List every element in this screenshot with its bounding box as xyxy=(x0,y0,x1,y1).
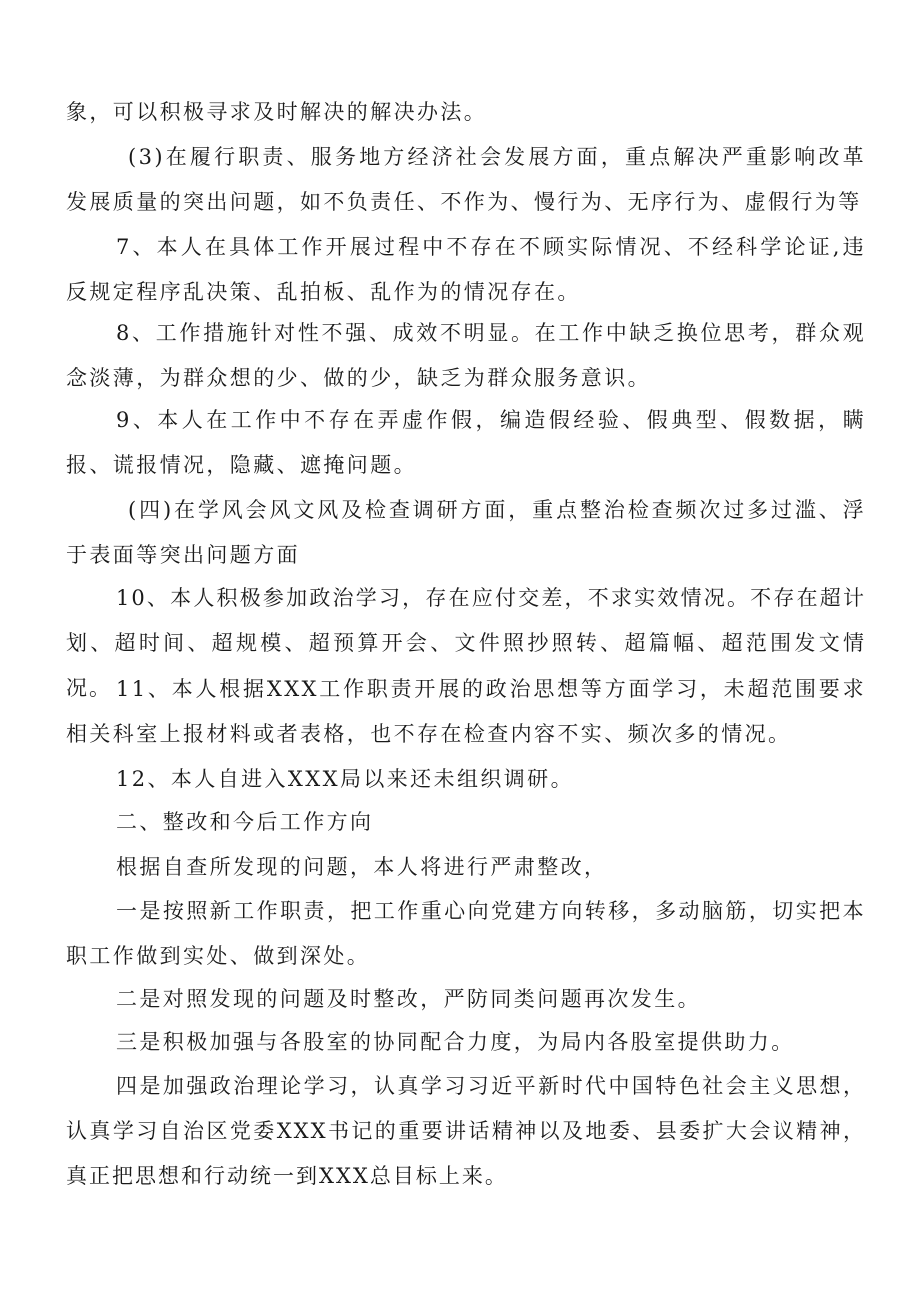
paragraph-item-7: 7、本人在具体工作开展过程中不存在不顾实际情况、不经科学论证,违反规定程序乱决策、乱拍板、乱作为的情况存在。 xyxy=(66,235,866,304)
paragraph-item-12: 12、本人自进入XXX局以来还未组织调研。 xyxy=(116,767,574,791)
paragraph-item-9: 9、本人在工作中不存在弄虚作假，编造假经验、假典型、假数据，瞒报、谎报情况，隐藏、遮掩问题。 xyxy=(66,408,866,477)
paragraph-item-10: 10、本人积极参加政治学习，存在应付交差，不求实效情况。不存在超计划、超时间、超规模、超预算开会、文件照抄照转、超篇幅、超范围发文情况。 xyxy=(66,586,866,700)
paragraph-item-8: 8、工作措施针对性不强、成效不明显。在工作中缺乏换位思考，群众观念淡薄，为群众想的少、做的少，缺乏为群众服务意识。 xyxy=(66,321,866,390)
paragraph-section-4: (四)在学风会风文风及检查调研方面，重点整治检查频次过多过滥、浮于表面等突出问题方面 xyxy=(66,498,866,567)
paragraph-point-1: 一是按照新工作职责，把工作重心向党建方向转移，多动脑筋，切实把本职工作做到实处、做到深处。 xyxy=(66,899,866,968)
paragraph-intro: 根据自查所发现的问题，本人将进行严肃整改， xyxy=(116,855,608,879)
paragraph-point-3: 三是积极加强与各股室的协同配合力度，为局内各股室提供助力。 xyxy=(116,1030,795,1054)
paragraph-item-11: 11、本人根据XXX工作职责开展的政治思想等方面学习，未超范围要求相关科室上报材料或者表格，也不存在检查内容不实、频次多的情况。 xyxy=(66,677,866,746)
paragraph-section-3: (3)在履行职责、服务地方经济社会发展方面，重点解决严重影响改革发展质量的突出问题，如不负责任、不作为、慢行为、无序行为、虚假行为等 xyxy=(66,145,866,214)
paragraph-continuation: 象，可以积极寻求及时解决的解决办法。 xyxy=(66,100,488,124)
section-heading-rectification: 二、整改和今后工作方向 xyxy=(116,810,374,834)
paragraph-point-4: 四是加强政治理论学习，认真学习习近平新时代中国特色社会主义思想，认真学习自治区党委XXX书记的重要讲话精神以及地委、县委扩大会议精神，真正把思想和行动统一到XXX总目标上来。 xyxy=(66,1074,866,1188)
paragraph-point-2: 二是对照发现的问题及时整改，严防同类问题再次发生。 xyxy=(116,987,701,1011)
